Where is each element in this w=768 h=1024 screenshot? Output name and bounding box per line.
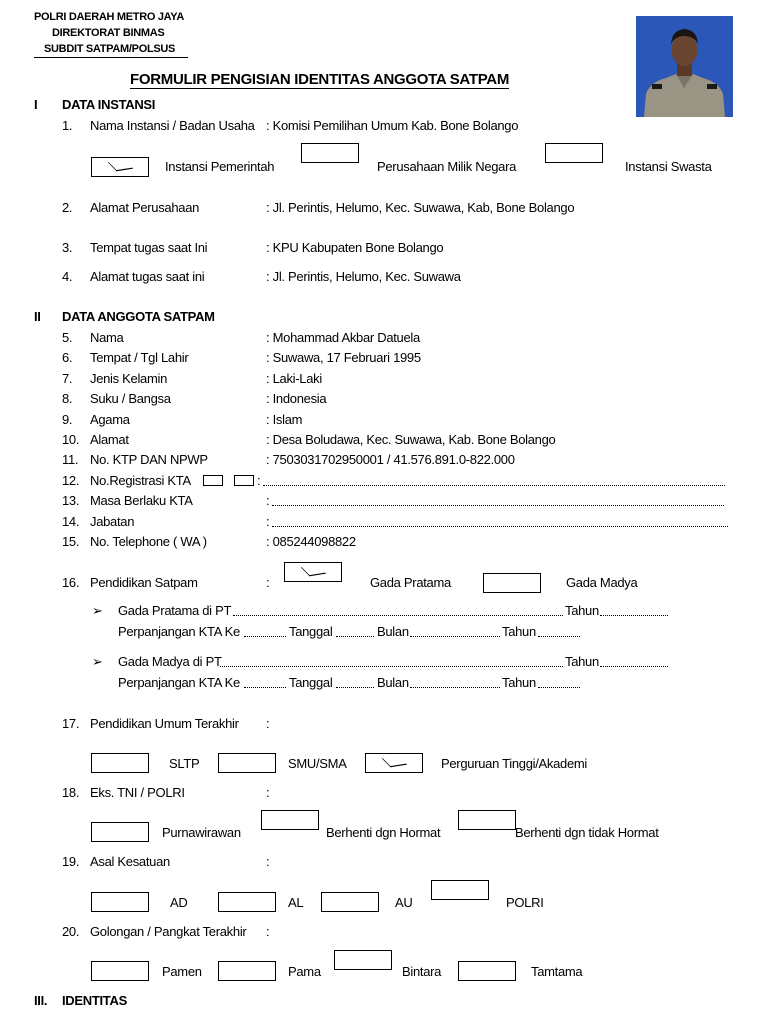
checkbox-purnawirawan[interactable] <box>91 822 149 842</box>
field-13-label: Masa Berlaku KTA <box>90 493 193 508</box>
header-line-3: SUBDIT SATPAM/POLSUS <box>34 42 188 58</box>
kta-box-1[interactable] <box>203 475 223 486</box>
section-3-title: IDENTITAS <box>62 993 127 1008</box>
pratama-tanggal-input[interactable] <box>336 636 374 637</box>
option-gada-pratama: Gada Pratama <box>370 575 451 590</box>
field-1-value: : Komisi Pemilihan Umum Kab. Bone Bolango <box>266 118 519 133</box>
field-11-number: 11. <box>62 452 79 467</box>
gada-pratama-tahun-label: Tahun <box>565 603 599 618</box>
field-17-number: 17. <box>62 716 80 731</box>
field-4-value: : Jl. Perintis, Helumo, Kec. Suwawa <box>266 269 461 284</box>
field-12-label: No.Registrasi KTA <box>90 473 191 488</box>
field-9-value: : Islam <box>266 412 303 427</box>
bullet-icon: ➢ <box>92 654 103 669</box>
checkbox-gada-pratama[interactable] <box>284 562 342 582</box>
field-3-value: : KPU Kabupaten Bone Bolango <box>266 240 444 255</box>
field-14-label: Jabatan <box>90 514 135 529</box>
field-14-colon: : <box>266 514 270 529</box>
gada-pratama-tahun-input[interactable] <box>600 615 668 616</box>
pratama-tahun2-input[interactable] <box>538 636 580 637</box>
madya-bulan-input[interactable] <box>410 687 500 688</box>
checkbox-berhenti-tidak-hormat[interactable] <box>458 810 516 830</box>
field-15-value: : 085244098822 <box>266 534 356 549</box>
bullet-icon: ➢ <box>92 603 103 618</box>
madya-tanggal-label: Tanggal <box>289 675 333 690</box>
pratama-bulan-input[interactable] <box>410 636 500 637</box>
field-18-number: 18. <box>62 785 80 800</box>
gada-pratama-pt-label: Gada Pratama di PT <box>118 603 232 618</box>
checkbox-instansi-swasta[interactable] <box>545 143 603 163</box>
field-20-colon: : <box>266 924 270 939</box>
section-3-number: III. <box>34 993 48 1008</box>
option-perguruan-tinggi: Perguruan Tinggi/Akademi <box>441 756 588 771</box>
section-2-title: DATA ANGGOTA SATPAM <box>62 309 215 324</box>
option-instansi-swasta: Instansi Swasta <box>625 159 712 174</box>
checkbox-polri[interactable] <box>431 880 489 900</box>
gada-madya-pt-label: Gada Madya di PT <box>118 654 222 669</box>
option-pama: Pama <box>288 964 321 979</box>
field-5-number: 5. <box>62 330 73 345</box>
option-instansi-pemerintah: Instansi Pemerintah <box>165 159 275 174</box>
field-20-label: Golongan / Pangkat Terakhir <box>90 924 247 939</box>
field-10-value: : Desa Boludawa, Kec. Suwawa, Kab. Bone Bolango <box>266 432 556 447</box>
checkbox-tamtama[interactable] <box>458 961 516 981</box>
checkbox-perusahaan-milik-negara[interactable] <box>301 143 359 163</box>
option-berhenti-hormat: Berhenti dgn Hormat <box>326 825 441 840</box>
field-4-number: 4. <box>62 269 73 284</box>
field-7-label: Jenis Kelamin <box>90 371 168 386</box>
field-10-label: Alamat <box>90 432 129 447</box>
option-purnawirawan: Purnawirawan <box>162 825 241 840</box>
madya-tahun2-input[interactable] <box>538 687 580 688</box>
field-2-label: Alamat Perusahaan <box>90 200 200 215</box>
madya-perpanjangan-label: Perpanjangan KTA Ke <box>118 675 240 690</box>
option-berhenti-tidak-hormat: Berhenti dgn tidak Hormat <box>515 825 659 840</box>
field-16-number: 16. <box>62 575 80 590</box>
field-7-number: 7. <box>62 371 73 386</box>
checkbox-perguruan-tinggi[interactable] <box>365 753 423 773</box>
section-2-number: II <box>34 309 41 324</box>
option-gada-madya: Gada Madya <box>566 575 638 590</box>
field-18-colon: : <box>266 785 270 800</box>
field-2-number: 2. <box>62 200 73 215</box>
field-3-number: 3. <box>62 240 73 255</box>
option-sltp: SLTP <box>169 756 200 771</box>
field-7-value: : Laki-Laki <box>266 371 322 386</box>
field-12-colon: : <box>257 473 261 488</box>
field-11-label: No. KTP DAN NPWP <box>90 452 208 467</box>
option-ad: AD <box>170 895 188 910</box>
field-9-label: Agama <box>90 412 130 427</box>
member-photo <box>636 16 733 117</box>
field-15-label: No. Telephone ( WA ) <box>90 534 207 549</box>
field-5-label: Nama <box>90 330 124 345</box>
field-1-label: Nama Instansi / Badan Usaha <box>90 118 255 133</box>
checkbox-al[interactable] <box>218 892 276 912</box>
field-17-label: Pendidikan Umum Terakhir <box>90 716 239 731</box>
option-tamtama: Tamtama <box>531 964 583 979</box>
checkbox-berhenti-hormat[interactable] <box>261 810 319 830</box>
gada-madya-pt-input[interactable] <box>220 666 563 667</box>
field-19-label: Asal Kesatuan <box>90 854 170 869</box>
field-6-label: Tempat / Tgl Lahir <box>90 350 189 365</box>
checkbox-au[interactable] <box>321 892 379 912</box>
field-16-colon: : <box>266 575 270 590</box>
checkbox-pama[interactable] <box>218 961 276 981</box>
field-10-number: 10. <box>62 432 80 447</box>
field-15-number: 15. <box>62 534 80 549</box>
field-6-value: : Suwawa, 17 Februari 1995 <box>266 350 421 365</box>
pratama-perpanjangan-input[interactable] <box>244 636 286 637</box>
option-au: AU <box>395 895 413 910</box>
field-1-number: 1. <box>62 118 73 133</box>
field-13-input-line[interactable] <box>272 505 724 506</box>
field-9-number: 9. <box>62 412 73 427</box>
header-line-1: POLRI DAERAH METRO JAYA <box>34 11 184 23</box>
field-8-label: Suku / Bangsa <box>90 391 171 406</box>
field-6-number: 6. <box>62 350 73 365</box>
madya-tanggal-input[interactable] <box>336 687 374 688</box>
checkbox-instansi-pemerintah[interactable] <box>91 157 149 177</box>
pratama-bulan-label: Bulan <box>377 624 409 639</box>
field-13-colon: : <box>266 493 270 508</box>
madya-tahun2-label: Tahun <box>502 675 536 690</box>
option-pamen: Pamen <box>162 964 202 979</box>
option-al: AL <box>288 895 304 910</box>
checkbox-pamen[interactable] <box>91 961 149 981</box>
field-12-input-line[interactable] <box>263 485 725 486</box>
field-12-number: 12. <box>62 473 80 488</box>
field-17-colon: : <box>266 716 270 731</box>
field-14-number: 14. <box>62 514 80 529</box>
madya-bulan-label: Bulan <box>377 675 409 690</box>
field-8-number: 8. <box>62 391 73 406</box>
field-16-label: Pendidikan Satpam <box>90 575 198 590</box>
field-13-number: 13. <box>62 493 80 508</box>
section-1-number: I <box>34 97 38 112</box>
form-title: FORMULIR PENGISIAN IDENTITAS ANGGOTA SATPAM <box>130 71 510 88</box>
field-8-value: : Indonesia <box>266 391 327 406</box>
pratama-perpanjangan-label: Perpanjangan KTA Ke <box>118 624 240 639</box>
field-4-label: Alamat tugas saat ini <box>90 269 205 284</box>
field-14-input-line[interactable] <box>272 526 728 527</box>
option-polri: POLRI <box>506 895 544 910</box>
checkbox-ad[interactable] <box>91 892 149 912</box>
field-20-number: 20. <box>62 924 80 939</box>
field-19-colon: : <box>266 854 270 869</box>
field-11-value: : 7503031702950001 / 41.576.891.0-822.000 <box>266 452 515 467</box>
gada-madya-tahun-input[interactable] <box>600 666 668 667</box>
madya-perpanjangan-input[interactable] <box>244 687 286 688</box>
person-photo-icon <box>636 16 733 117</box>
gada-pratama-pt-input[interactable] <box>233 615 563 616</box>
option-bintara: Bintara <box>402 964 442 979</box>
option-smu-sma: SMU/SMA <box>288 756 347 771</box>
section-1-title: DATA INSTANSI <box>62 97 156 112</box>
kta-box-2[interactable] <box>234 475 254 486</box>
field-18-label: Eks. TNI / POLRI <box>90 785 185 800</box>
field-2-value: : Jl. Perintis, Helumo, Kec. Suwawa, Kab, Bone Bolango <box>266 200 575 215</box>
gada-madya-tahun-label: Tahun <box>565 654 599 669</box>
pratama-tanggal-label: Tanggal <box>289 624 333 639</box>
checkbox-bintara[interactable] <box>334 950 392 970</box>
option-perusahaan-milik-negara: Perusahaan Milik Negara <box>377 159 517 174</box>
checkbox-smu-sma[interactable] <box>218 753 276 773</box>
header-line-2: DIREKTORAT BINMAS <box>52 27 165 39</box>
checkbox-gada-madya[interactable] <box>483 573 541 593</box>
field-19-number: 19. <box>62 854 80 869</box>
checkbox-sltp[interactable] <box>91 753 149 773</box>
field-3-label: Tempat tugas saat Ini <box>90 240 208 255</box>
field-5-value: : Mohammad Akbar Datuela <box>266 330 420 345</box>
pratama-tahun2-label: Tahun <box>502 624 536 639</box>
